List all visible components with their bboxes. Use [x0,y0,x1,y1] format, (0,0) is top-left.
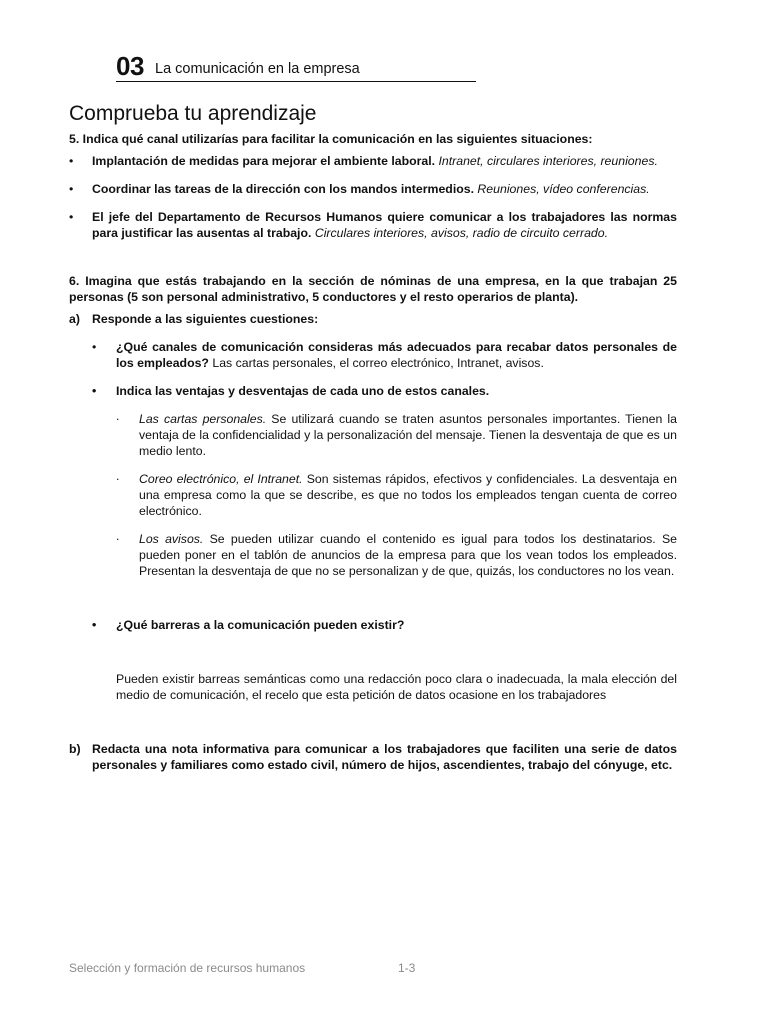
channel-title: Coreo electrónico, el Intranet. [139,472,303,486]
bullet-question: ¿Qué canales de comunicación consideras más adecuados para recabar datos personales de los empleados? [116,340,677,370]
chapter-header [116,50,476,82]
part-a-bullet [116,383,677,399]
channel-text: Se pueden utilizar cuando el contenido es igual para todos los destinatarios. Se pueden poner en el tablón de anuncios de la empresa para que los vean todos los empleados. Presentan la desventaja de que no se personalizan y de que, quizás, los conductores no los vean. [139,532,677,578]
page-footer [69,961,416,975]
question-6-part-b [69,741,677,773]
channel-item [139,531,677,579]
part-a-bullet [116,617,677,633]
question-6-prompt: 6. Imagina que estás trabajando en la sección de nóminas de una empresa, en la que trabajan 25 personas (5 son personal administrativo, 5 conductores y el resto operarios de planta). [69,274,677,304]
footer-book-title: Selección y formación de recursos humanos [69,961,306,975]
channel-item [139,471,677,519]
channel-item [139,411,677,459]
bullet-question: ¿Qué barreras a la comunicación pueden existir? [116,618,405,632]
channel-text: Se utilizará cuando se traten asuntos personales importantes. Tienen la ventaja de la confidencialidad y la personalización del mensaje. Tienen la desventaja de que es un medio lento. [139,412,677,458]
question-5-item [69,209,677,241]
item-answer: Intranet, circulares interiores, reuniones. [438,154,658,168]
item-answer: Circulares interiores, avisos, radio de circuito cerrado. [314,226,609,240]
question-5-item [69,153,677,169]
bullet-question: Indica las ventajas y desventajas de cada uno de estos canales. [116,384,490,398]
part-a-bullet [116,339,677,371]
part-b-label: b) [69,742,81,756]
chapter-number: 03 [116,51,144,81]
part-b-text: Redacta una nota informativa para comunicar a los trabajadores que faciliten una serie de datos personales y familiares como estado civil, número de hijos, ascendientes, trabajo del cónyuge, etc. [92,742,677,772]
question-5-prompt: 5. Indica qué canal utilizarías para facilitar la comunicación en las siguientes situaciones: [69,132,593,146]
bullet-answer: Las cartas personales, el correo electrónico, Intranet, avisos. [212,356,544,370]
part-a-text: Responde a las siguientes cuestiones: [92,312,319,326]
channel-text: Son sistemas rápidos, efectivos y confidenciales. La desventaja en una empresa como la que se describe, es que no todos los empleados tengan cuenta de correo electrónico. [139,472,677,518]
footer-page-number: 1-3 [398,961,416,975]
channel-title: Los avisos. [139,532,204,546]
item-question: Coordinar las tareas de la dirección con los mandos intermedios. [92,182,474,196]
page-content [69,131,677,773]
chapter-title: La comunicación en la empresa [155,61,360,77]
item-question: El jefe del Departamento de Recursos Humanos quiere comunicar a los trabajadores las normas para justificar las ausentas al trabajo. [92,210,677,240]
part-a-label: a) [69,312,80,326]
item-answer: Reuniones, vídeo conferencias. [477,182,650,196]
barriers-answer: Pueden existir barreas semánticas como una redacción poco clara o inadecuada, la mala elección del medio de comunicación, el recelo que esta petición de datos ocasione en los trabajadores [116,672,677,702]
channel-title: Las cartas personales. [139,412,267,426]
question-5-item [69,181,677,197]
item-question: Implantación de medidas para mejorar el ambiente laboral. [92,154,436,168]
question-6-part-a [69,311,677,327]
page-title: Comprueba tu aprendizaje [69,102,317,125]
